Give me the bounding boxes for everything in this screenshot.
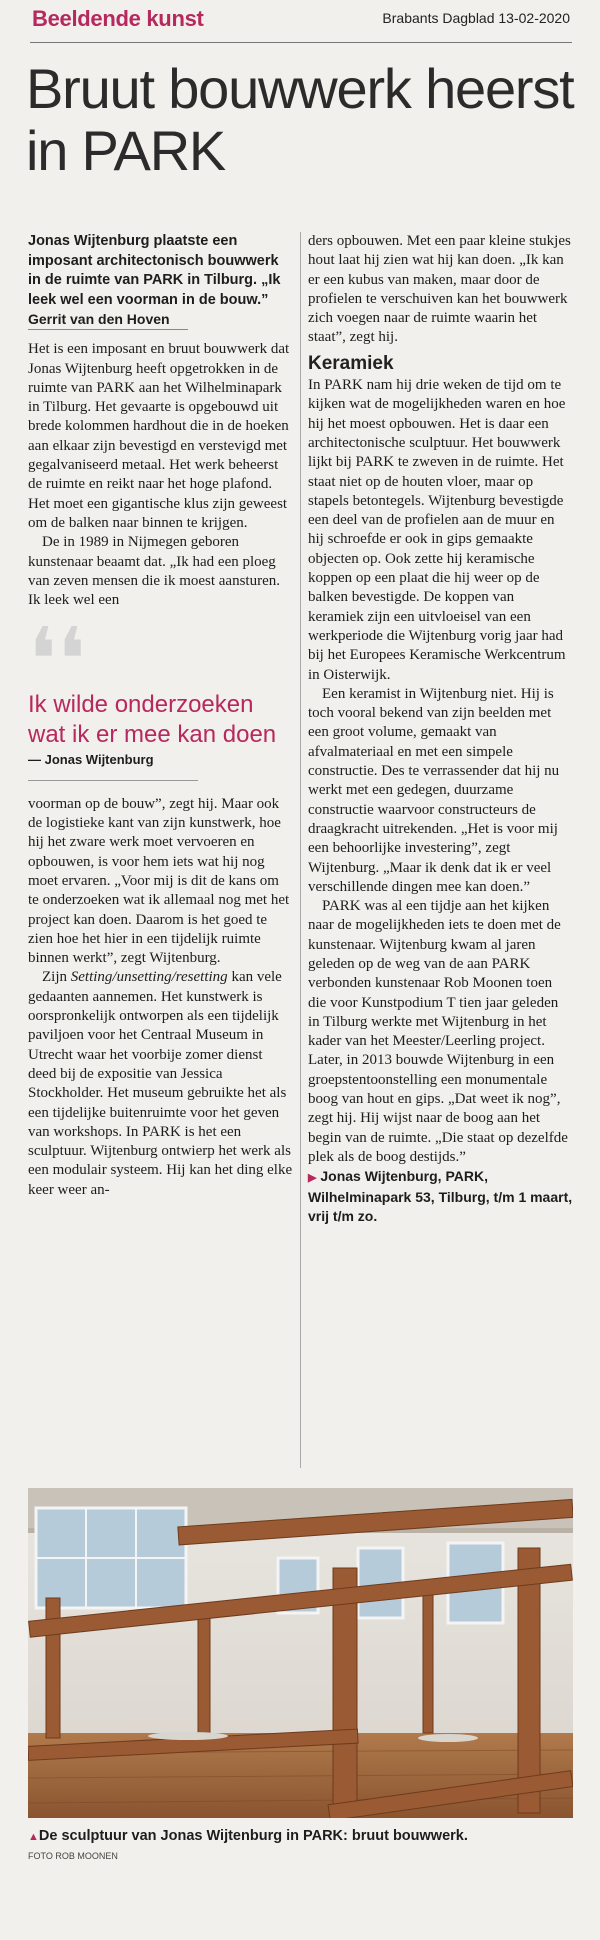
- article-column-1: [28, 232, 293, 1200]
- quote-rule: [28, 780, 198, 781]
- body-paragraph: Het is een imposant en bruut bouwwerk dat Jonas Wijtenburg heeft opgetrokken in de ruimte van PARK aan het Wilhelminapark in Tilburg. Het gevaarte is opgebouwd uit brede kolommen hardhout die in de hoeken aan elkaar zijn bevestigd en verstevigd met gegalvaniseerd metaal. Het werk beheerst de ruimte en reikt naar het hoge plafond. Het moet een gigantische klus zijn geweest om de balken naar binnen te krijgen.: [28, 341, 290, 531]
- byline-rule: [28, 329, 188, 330]
- article-column-2: [308, 232, 573, 1226]
- sculpture-photo: [28, 1488, 573, 1818]
- pull-quote: [28, 626, 293, 780]
- body-paragraph: ders opbouwen. Met een paar kleine stukjes hout laat hij zien wat hij kan doen. „Ik kan er een kubus van maken, maar door de profielen te verschuiven kan het bouwwerk zich voegen naar de ruimte waarin het staat”, zegt hij.: [308, 233, 571, 346]
- photo-credit: FOTO ROB MOONEN: [28, 1851, 118, 1861]
- artwork-title: Setting/unsetting/resetting: [70, 969, 228, 986]
- exhibition-info: [308, 1167, 573, 1226]
- photo-caption: [28, 1828, 588, 1844]
- publication-date: Brabants Dagblad 13-02-2020: [382, 10, 570, 26]
- pull-quote-attribution: — Jonas Wijtenburg: [28, 752, 154, 768]
- body-paragraph: In PARK nam hij drie weken de tijd om te kijken wat de mogelijkheden waren en hoe hij het moest opbouwen. Het is daar een architectonische sculptuur. Het bouwwerk lijkt bij PARK te zweven in de ruimte. Het staat niet op de houten vloer, maar op stapels betontegels. Wijtenburg bevestigde een deel van de profielen aan de muur en hij schroefde er ook in gips gemaakte objecten op. Ook zette hij keramische koppen op een plaat die hij weer op de balken bevestigde. De koppen van keramiek zijn een uitvloeisel van een werkperiode die Wijtenburg vorig jaar had bij het Europees Keramische Werkcentrum in Oisterwijk.: [308, 377, 566, 683]
- body-paragraph: voorman op de bouw”, zegt hij. Maar ook de logistieke kant van zijn kunstwerk, hoe hij het zware werk moet vervoeren en opbouwen, is voor hem iets wat hij nog moet ervaren. „Voor mij is dit de kans om te onderzoeken wat ik allemaal nog met het project kan doen. Daarom is het goed te zien hoe het hier in een tijdelijk ruimte binnen werkt”, zegt Wijtenburg.: [28, 795, 290, 967]
- body-paragraph: Een keramist in Wijtenburg niet. Hij is toch vooral bekend van zijn beelden met een groot volume, gemaakt van afvalmateriaal en met een simpele constructie. Des te verrassender dat hij nu werkt met een gedegen, duurzame constructie waarvoor constructeurs de draagkracht uitrekenden. „Het is voor mij een behoorlijke investering”, zegt Wijtenburg. „Maar ik denk dat ik er veel verschillende dingen mee kan doen.”: [308, 685, 560, 895]
- intro-text: Jonas Wijtenburg plaatste een imposant architectonisch bouwwerk in de ruimte van PARK in Tilburg. „Ik leek wel een voorman in de bouw.”: [28, 233, 281, 308]
- column-divider: [300, 232, 301, 1468]
- triangle-icon: ▶: [308, 1172, 317, 1185]
- body-paragraph: De in 1989 in Nijmegen geboren kunstenaar beaamt dat. „Ik had een ploeg van zeven mensen die ik moest aansturen. Ik leek wel een: [28, 534, 280, 609]
- text-run: kan vele gedaanten aannemen. Het kunstwerk is oorspronkelijk ontworpen als een tijdelijk paviljoen voor het Centraal Museum in Utrecht waar het voorbije zomer dienst deed bij de expositie van Jessica Stockholder. Het museum gebruikte het als een tijdelijke buitenruimte voor het geven van workshops. In PARK is het een sculptuur. Wijtenburg ontwierp het werk als een modulair systeem. Hij kan het ding elke keer weer an-: [28, 969, 293, 1198]
- pull-quote-text: Ik wilde onderzoeken wat ik er mee kan doen: [28, 691, 277, 749]
- section-label: Beeldende kunst: [32, 6, 204, 31]
- headline: Bruut bouwwerk heerst in PARK: [26, 57, 574, 182]
- exhibition-info-text: Jonas Wijtenburg, PARK, Wilhelminapark 53, Tilburg, t/m 1 maart, vrij t/m zo.: [308, 1168, 573, 1225]
- text-run: Zijn: [42, 969, 71, 986]
- body-paragraph: [28, 968, 293, 1200]
- author-byline: Gerrit van den Hoven: [28, 311, 170, 327]
- subheading: Keramiek: [308, 352, 394, 374]
- top-rule: [30, 42, 572, 43]
- triangle-up-icon: ▲: [28, 1831, 39, 1843]
- body-paragraph: PARK was al een tijdje aan het kijken naar de mogelijkheden iets te doen met de kunstenaar. Wijtenburg kwam al jaren geleden op de weg van de aan PARK verbonden kunstenaar Rob Moonen toen die voor Kunstpodium T tien jaar geleden in Tilburg werkte met Wijtenburg in het kader van het Meester/Leerling project. Later, in 2013 bouwde Wijtenburg in een groepstentoonstelling een monumentale boog van hout en gips. „Dat weet ik nog”, zegt hij. Hij wijst naar de boog aan het begin van de ruimte. „Die staat op dezelfde plek als de boog destijds.”: [308, 898, 568, 1165]
- quote-marks-icon: ❛❛: [28, 626, 87, 687]
- caption-text: De sculptuur van Jonas Wijtenburg in PARK: bruut bouwwerk.: [38, 1828, 468, 1844]
- sculpture-photo-illustration: [28, 1488, 573, 1818]
